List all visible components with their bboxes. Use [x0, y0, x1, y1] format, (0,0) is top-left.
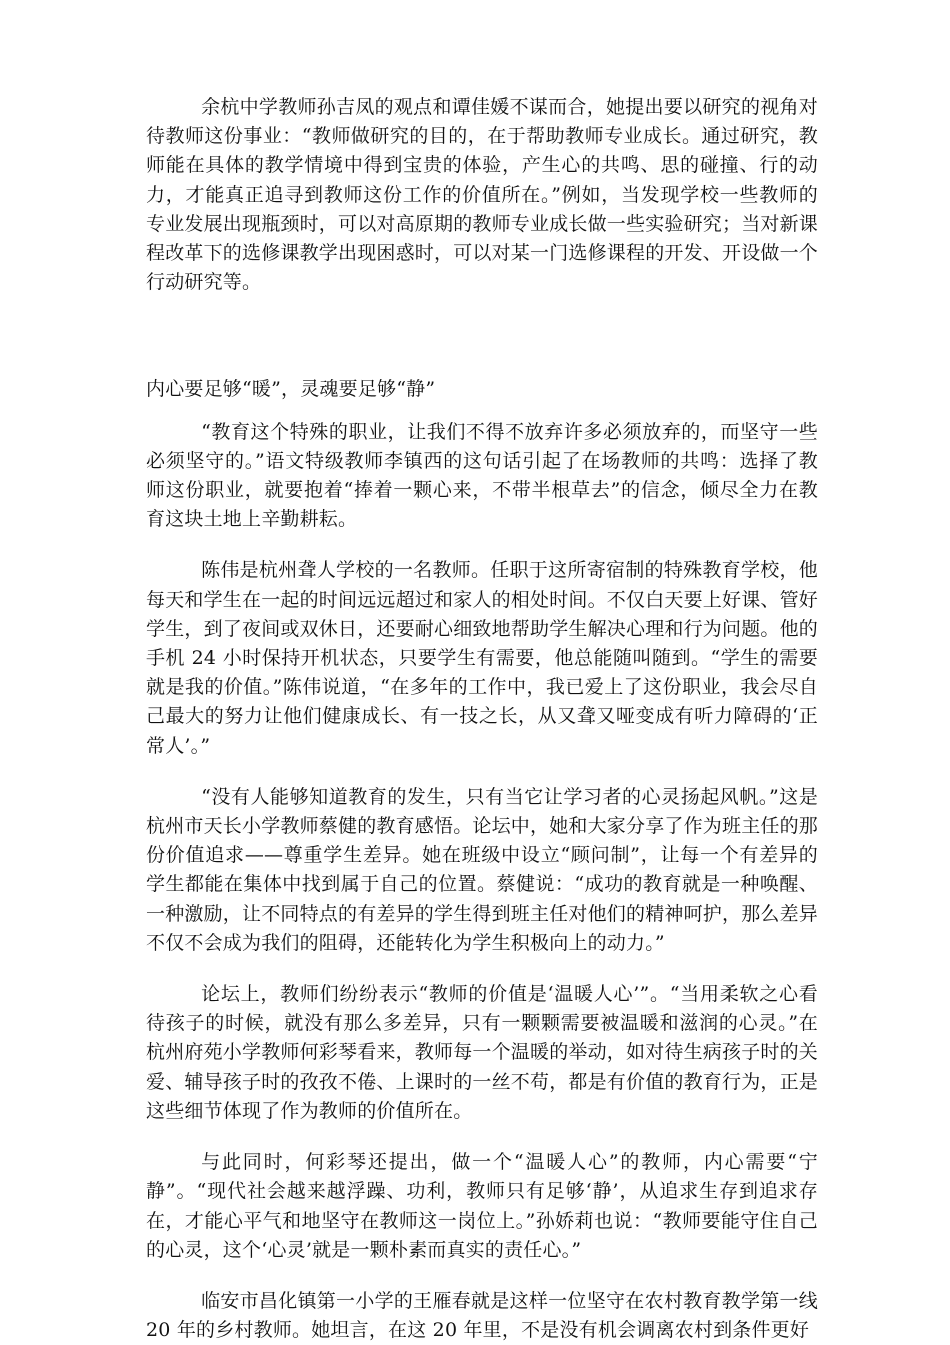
- document-body: [146, 93, 818, 1345]
- paragraph-spacer: [146, 1265, 818, 1287]
- paragraph-spacer: [146, 761, 818, 783]
- paragraph-spacer: [146, 534, 818, 556]
- paragraph: “教育这个特殊的职业，让我们不得不放弃许多必须放弃的，而坚守一些必须坚守的。”语文特级教师李镇西的这句话引起了在场教师的共鸣：选择了教师这份职业，就要抱着“捧着一颗心来，不带半根草去”的信念，倾尽全力在教育这块土地上辛勤耕耘。: [146, 420, 818, 531]
- paragraph-spacer: [146, 1126, 818, 1148]
- paragraph-spacer: [146, 405, 818, 418]
- paragraph-intro: 余杭中学教师孙吉凤的观点和谭佳媛不谋而合，她提出要以研究的视角对待教师这份事业：“教师做研究的目的，在于帮助教师专业成长。通过研究，教师能在具体的教学情境中得到宝贵的体验，产生心的共鸣、思的碰撞、行的动力，才能真正追寻到教师这份工作的价值所在。”例如，当发现学校一些教师的专业发展出现瓶颈时，可以对高原期的教师专业成长做一些实验研究；当对新课程改革下的选修课教学出现困惑时，可以对某一门选修课程的开发、开设做一个行动研究等。: [146, 96, 819, 294]
- paragraph-spacer: [146, 958, 818, 980]
- section-heading: 内心要足够“暖”，灵魂要足够“静”: [146, 378, 436, 401]
- paragraph: 论坛上，教师们纷纷表示“教师的价值是‘温暖人心’”。“当用柔软之心看待孩子的时候，就没有那么多差异，只有一颗颗需要被温暖和滋润的心灵。”在杭州府苑小学教师何彩琴看来，教师每一个温暖的举动，如对待生病孩子时的关爱、辅导孩子时的孜孜不倦、上课时的一丝不苟，都是有价值的教育行为，正是这些细节体现了作为教师的价值所在。: [146, 983, 819, 1122]
- section-spacer: [146, 297, 818, 375]
- paragraph: 与此同时，何彩琴还提出，做一个“温暖人心”的教师，内心需要“宁静”。“现代社会越来越浮躁、功利，教师只有足够‘静’，从追求生存到追求存在，才能心平气和地坚守在教师这一岗位上。”孙娇莉也说：“教师要能守住自己的心灵，这个‘心灵’就是一颗朴素而真实的责任心。”: [146, 1151, 818, 1261]
- paragraph: 临安市昌化镇第一小学的王雁春就是这样一位坚守在农村教育教学第一线 20 年的乡村教师。她坦言，在这 20 年里，不是没有机会调离农村到条件更好: [146, 1289, 818, 1342]
- paragraph: “没有人能够知道教育的发生，只有当它让学习者的心灵扬起风帆。”这是杭州市天长小学教师蔡健的教育感悟。论坛中，她和大家分享了作为班主任的那份价值追求——尊重学生差异。她在班级中设立“顾问制”，让每一个有差异的学生都能在集体中找到属于自己的位置。蔡健说：“成功的教育就是一种唤醒、一种激励，让不同特点的有差异的学生得到班主任对他们的精神呵护，那么差异不仅不会成为我们的阻碍，还能转化为学生积极向上的动力。”: [146, 785, 819, 954]
- paragraph: 陈伟是杭州聋人学校的一名教师。任职于这所寄宿制的特殊教育学校，他每天和学生在一起的时间远远超过和家人的相处时间。不仅白天要上好课、管好学生，到了夜间或双休日，还要耐心细致地帮助学生解决心理和行为问题。他的手机 24 小时保持开机状态，只要学生有需要，他总能随叫随到。“学生的需要就是我的价值。”陈伟说道，“在多年的工作中，我已爱上了这份职业，我会尽自己最大的努力让他们健康成长、有一技之长，从又聋又哑变成有听力障碍的‘正常人’。”: [146, 559, 819, 757]
